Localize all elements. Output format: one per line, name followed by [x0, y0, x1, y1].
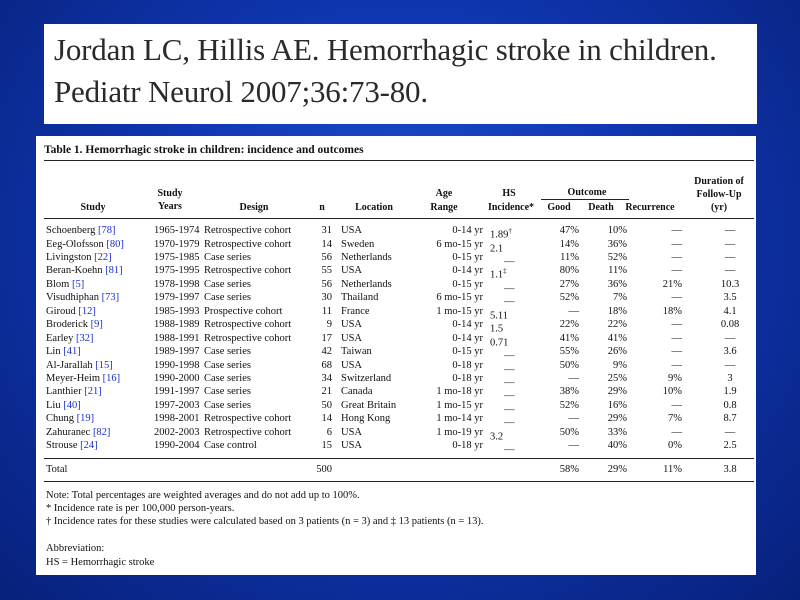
- design-cell: Retrospective cohort: [204, 426, 292, 438]
- reference-link[interactable]: [40]: [63, 399, 81, 411]
- study-name: Liu: [46, 399, 61, 411]
- location-cell: Hong Kong: [341, 413, 391, 425]
- age-cell: 1 mo-14 yr: [436, 413, 483, 425]
- hs-value: 2.1: [490, 243, 504, 254]
- total-death: 29%: [607, 464, 627, 475]
- study-cell: [46, 319, 103, 331]
- citation-line-2: Pediatr Neurol 2007;36:73-80.: [54, 74, 428, 109]
- age-cell: 0-18 yr: [452, 359, 483, 371]
- header-design: Design: [239, 202, 269, 213]
- recurrence-cell: 9%: [668, 372, 682, 384]
- hs-footnote-mark: ‡: [503, 267, 507, 276]
- citation-line-1: Jordan LC, Hillis AE. Hemorrhagic stroke in children.: [54, 32, 717, 67]
- location-cell: Taiwan: [341, 346, 372, 358]
- design-cell: Case series: [204, 386, 251, 398]
- note-incidence: * Incidence rate is per 100,000 person-years.: [46, 503, 235, 514]
- header-hs-2: Incidence*: [487, 202, 535, 213]
- citation-box: [44, 24, 757, 124]
- design-cell: Retrospective cohort: [204, 413, 292, 425]
- design-cell: Case series: [204, 346, 251, 358]
- location-cell: Thailand: [341, 292, 379, 304]
- years-cell: 1978-1998: [154, 278, 200, 290]
- study-name: Broderick: [46, 319, 88, 331]
- death-cell: 26%: [607, 346, 627, 358]
- good-cell: 50%: [559, 359, 579, 371]
- death-cell: 10%: [607, 225, 627, 236]
- reference-link[interactable]: [22]: [94, 251, 112, 263]
- n-cell: 15: [321, 440, 332, 452]
- duration-cell: 1.9: [723, 386, 737, 398]
- age-cell: 6 mo-15 yr: [436, 238, 483, 250]
- age-cell: 0-14 yr: [452, 319, 483, 331]
- location-cell: USA: [341, 265, 363, 277]
- hs-footnote-mark: †: [508, 227, 512, 235]
- location-cell: Netherlands: [341, 278, 392, 290]
- presentation-board-icon: [605, 535, 651, 575]
- recurrence-cell: —: [671, 332, 682, 344]
- recurrence-cell: —: [671, 251, 682, 263]
- design-cell: Prospective cohort: [204, 305, 283, 317]
- years-cell: 1988-1991: [154, 332, 200, 344]
- table-panel: [36, 136, 756, 575]
- good-cell: 22%: [559, 319, 579, 331]
- recurrence-cell: 7%: [668, 413, 682, 425]
- study-name: Lanthier: [46, 386, 82, 398]
- study-cell: [46, 413, 94, 425]
- good-cell: —: [568, 440, 579, 452]
- death-cell: 52%: [607, 251, 627, 263]
- recurrence-cell: —: [671, 426, 682, 438]
- header-duration-2: Follow-Up: [696, 189, 742, 200]
- reference-link[interactable]: [82]: [92, 426, 111, 438]
- n-cell: 30: [321, 292, 332, 304]
- duration-cell: —: [724, 332, 736, 344]
- recurrence-cell: 10%: [662, 386, 682, 398]
- duration-cell: 8.7: [723, 413, 737, 425]
- good-cell: 52%: [559, 399, 579, 411]
- duration-cell: 10.3: [720, 278, 740, 290]
- study-name: Beran-Koehn: [46, 265, 103, 277]
- good-cell: 52%: [559, 292, 579, 304]
- hs-value: 1.1: [490, 269, 504, 281]
- location-cell: Sweden: [341, 238, 375, 250]
- n-cell: 55: [321, 265, 332, 277]
- study-cell: [46, 279, 84, 291]
- abbreviation-title: Abbreviation:: [46, 543, 105, 554]
- duration-cell: 0.8: [723, 399, 737, 411]
- n-cell: 21: [321, 386, 332, 398]
- design-cell: Case series: [204, 399, 251, 411]
- study-name: Al-Jarallah: [46, 359, 93, 371]
- good-cell: 55%: [559, 346, 579, 358]
- age-cell: 0-18 yr: [452, 440, 483, 452]
- total-rule: [44, 458, 754, 459]
- duration-cell: 4.1: [723, 305, 737, 317]
- n-cell: 56: [321, 251, 332, 263]
- n-cell: 68: [321, 359, 332, 371]
- duration-cell: —: [724, 359, 736, 371]
- study-cell: [46, 386, 102, 398]
- reference-link[interactable]: [15]: [95, 359, 113, 371]
- study-cell: [46, 427, 110, 439]
- good-cell: —: [568, 305, 579, 317]
- reference-link[interactable]: [21]: [84, 386, 102, 398]
- design-cell: Case series: [204, 292, 251, 304]
- study-name: Strouse: [46, 440, 78, 452]
- reference-link[interactable]: [9]: [90, 319, 103, 331]
- location-cell: Switzerland: [341, 372, 392, 384]
- study-cell: [46, 225, 116, 237]
- total-good: 58%: [559, 464, 579, 475]
- study-cell: [46, 440, 98, 452]
- header-age-2: Range: [430, 202, 458, 213]
- study-name: Visudhiphan: [46, 292, 100, 304]
- table-caption: Table 1. Hemorrhagic stroke in children: incidence and outcomes: [44, 144, 364, 156]
- study-name: Chung: [46, 413, 75, 425]
- study-name: Eeg-Olofsson: [46, 238, 104, 250]
- hs-value: —: [504, 377, 515, 389]
- n-cell: 31: [321, 225, 332, 236]
- duration-cell: 3.5: [723, 292, 737, 304]
- death-cell: 9%: [613, 359, 627, 371]
- hs-value: 3.2: [490, 431, 504, 443]
- recurrence-cell: —: [671, 225, 682, 236]
- hs-value: 5.11: [490, 310, 508, 322]
- years-cell: 2002-2003: [154, 426, 200, 438]
- years-cell: 1979-1997: [154, 292, 200, 304]
- watermark-text: Shared: [657, 537, 745, 568]
- header-hs-1: HS: [502, 188, 516, 199]
- hs-value: —: [504, 256, 515, 268]
- design-cell: Retrospective cohort: [204, 319, 292, 331]
- years-cell: 1998-2001: [154, 413, 200, 425]
- reference-link[interactable]: [81]: [105, 265, 123, 277]
- note-totals: Note: Total percentages are weighted averages and do not add up to 100%.: [46, 490, 360, 501]
- years-cell: 1975-1995: [154, 265, 200, 277]
- n-cell: 14: [321, 238, 332, 250]
- age-cell: 0-15 yr: [452, 346, 483, 358]
- design-cell: Case series: [204, 359, 251, 371]
- header-duration-3: (yr): [710, 202, 728, 213]
- age-cell: 1 mo-18 yr: [436, 386, 483, 398]
- death-cell: 41%: [607, 332, 627, 344]
- location-cell: USA: [341, 225, 363, 236]
- study-name: Livingston: [46, 251, 92, 263]
- years-cell: 1985-1993: [154, 305, 200, 317]
- good-cell: 50%: [559, 426, 579, 438]
- study-cell: [46, 306, 96, 318]
- reference-link[interactable]: [78]: [98, 225, 116, 236]
- location-cell: France: [341, 305, 370, 317]
- location-cell: USA: [341, 359, 363, 371]
- duration-cell: —: [724, 225, 736, 236]
- n-cell: 14: [321, 413, 332, 425]
- study-cell: [46, 360, 113, 372]
- good-cell: —: [568, 413, 579, 425]
- total-label: Total: [46, 464, 68, 475]
- duration-cell: 3: [727, 372, 733, 384]
- good-cell: 11%: [560, 251, 579, 263]
- study-name: Lin: [46, 346, 61, 358]
- death-cell: 29%: [607, 413, 627, 425]
- years-cell: 1975-1985: [154, 251, 200, 263]
- age-cell: 0-18 yr: [452, 372, 483, 384]
- location-cell: USA: [341, 426, 363, 438]
- duration-cell: 2.5: [723, 440, 737, 452]
- death-cell: 22%: [607, 319, 627, 331]
- reference-link[interactable]: [12]: [78, 305, 96, 317]
- years-cell: 1970-1979: [154, 238, 200, 250]
- hs-value: —: [504, 364, 515, 375]
- reference-link[interactable]: [73]: [101, 292, 120, 304]
- header-recurrence: Recurrence: [625, 202, 675, 213]
- reference-link[interactable]: [19]: [76, 413, 95, 425]
- years-cell: 1990-1998: [154, 359, 200, 371]
- years-cell: 1990-2004: [154, 440, 200, 452]
- recurrence-cell: —: [671, 238, 682, 250]
- death-cell: 33%: [607, 426, 627, 438]
- study-name: Meyer-Heim: [46, 372, 101, 384]
- hs-value: —: [504, 350, 515, 362]
- years-cell: 1988-1989: [154, 319, 200, 331]
- recurrence-cell: —: [671, 292, 682, 304]
- hs-value: —: [504, 417, 515, 429]
- years-cell: 1997-2003: [154, 399, 200, 411]
- header-n: n: [319, 202, 325, 213]
- study-cell: [46, 346, 81, 358]
- n-cell: 50: [321, 399, 332, 411]
- header-study-years-2: Years: [158, 201, 182, 212]
- total-duration: 3.8: [723, 464, 737, 475]
- study-name: Zahuranec: [46, 426, 91, 438]
- duration-cell: —: [724, 251, 736, 263]
- age-cell: 0-14 yr: [452, 265, 483, 277]
- design-cell: Retrospective cohort: [204, 265, 292, 277]
- reference-link[interactable]: [80]: [106, 238, 124, 250]
- death-cell: 16%: [607, 399, 627, 411]
- n-cell: 34: [321, 372, 332, 384]
- death-cell: 29%: [607, 386, 627, 398]
- header-location: Location: [355, 202, 393, 213]
- good-cell: 47%: [559, 225, 579, 236]
- duration-cell: —: [724, 238, 736, 250]
- recurrence-cell: 0%: [668, 440, 682, 452]
- header-death: Death: [588, 202, 614, 213]
- design-cell: Retrospective cohort: [204, 332, 292, 344]
- death-cell: 36%: [607, 238, 627, 250]
- n-cell: 11: [321, 305, 332, 317]
- age-cell: 0-15 yr: [452, 251, 483, 263]
- reference-link[interactable]: [41]: [63, 346, 81, 358]
- n-cell: 42: [321, 346, 332, 358]
- recurrence-cell: —: [671, 359, 682, 371]
- header-good: Good: [547, 202, 571, 213]
- recurrence-cell: —: [671, 399, 682, 411]
- age-cell: 1 mo-19 yr: [436, 426, 483, 438]
- header-rule: [44, 218, 754, 219]
- recurrence-cell: 18%: [662, 305, 682, 317]
- design-cell: Case series: [204, 372, 251, 384]
- study-cell: [46, 252, 112, 264]
- hs-value: 1.89: [490, 229, 509, 241]
- death-cell: 36%: [607, 278, 627, 290]
- abbreviation-hs: HS = Hemorrhagic stroke: [46, 557, 155, 568]
- study-name: Earley: [46, 332, 74, 344]
- n-cell: 6: [326, 426, 332, 438]
- bottom-rule: [44, 481, 754, 482]
- header-outcome: Outcome: [567, 187, 607, 198]
- location-cell: Canada: [341, 386, 373, 398]
- reference-link[interactable]: [32]: [76, 332, 94, 344]
- hs-value: 0.71: [490, 337, 509, 349]
- age-cell: 1 mo-15 yr: [436, 399, 483, 411]
- location-cell: USA: [341, 440, 363, 452]
- hs-value: —: [504, 444, 515, 456]
- note-footnote: † Incidence rates for these studies were calculated based on 3 patients (n = 3) and ‡ 13 patients (n = 13).: [46, 516, 484, 527]
- recurrence-cell: —: [671, 346, 682, 358]
- age-cell: 0-14 yr: [452, 332, 483, 344]
- years-cell: 1991-1997: [154, 386, 200, 398]
- age-cell: 0-15 yr: [452, 278, 483, 290]
- location-cell: Great Britain: [341, 399, 397, 411]
- death-cell: 40%: [607, 440, 627, 452]
- study-cell: [46, 292, 119, 304]
- n-cell: 9: [326, 319, 332, 331]
- study-cell: [46, 333, 94, 345]
- study-name: Giroud: [46, 305, 76, 317]
- n-cell: 56: [321, 278, 332, 290]
- death-cell: 18%: [607, 305, 627, 317]
- good-cell: 14%: [559, 238, 579, 250]
- recurrence-cell: —: [671, 265, 682, 277]
- good-cell: 38%: [559, 386, 579, 398]
- study-cell: [46, 265, 123, 277]
- total-n: 500: [316, 464, 332, 475]
- study-cell: [46, 400, 81, 412]
- age-cell: 0-14 yr: [452, 225, 483, 236]
- good-cell: 41%: [559, 332, 579, 344]
- study-cell: [46, 373, 120, 385]
- total-recurrence: 11%: [663, 464, 682, 475]
- study-cell: [46, 239, 124, 251]
- watermark: [605, 535, 785, 577]
- reference-link[interactable]: [5]: [71, 278, 85, 290]
- recurrence-cell: 21%: [662, 278, 682, 290]
- design-cell: Retrospective cohort: [204, 225, 292, 236]
- design-cell: Case series: [204, 251, 251, 263]
- caption-rule: [44, 160, 754, 161]
- death-cell: 11%: [608, 265, 627, 277]
- age-cell: 6 mo-15 yr: [436, 292, 483, 304]
- location-cell: USA: [341, 319, 363, 331]
- duration-cell: 0.08: [720, 319, 740, 331]
- good-cell: 27%: [559, 278, 579, 290]
- n-cell: 17: [321, 332, 332, 344]
- duration-cell: —: [724, 265, 736, 277]
- design-cell: Retrospective cohort: [204, 238, 292, 250]
- study-name: Blom: [46, 278, 70, 290]
- design-cell: Case series: [204, 278, 251, 290]
- recurrence-cell: —: [671, 319, 682, 331]
- good-cell: —: [568, 372, 579, 384]
- study-name: Schoenberg: [46, 225, 96, 236]
- header-age-1: Age: [435, 188, 453, 199]
- death-cell: 7%: [613, 292, 627, 304]
- duration-cell: —: [724, 426, 736, 438]
- reference-link[interactable]: [24]: [80, 440, 98, 452]
- hs-value: —: [504, 296, 515, 308]
- age-cell: 1 mo-15 yr: [436, 305, 483, 317]
- duration-cell: 3.6: [723, 346, 737, 358]
- location-cell: USA: [341, 332, 363, 344]
- good-cell: 80%: [559, 265, 579, 277]
- hs-value: —: [504, 283, 515, 295]
- years-cell: 1965-1974: [154, 225, 200, 236]
- years-cell: 1989-1997: [154, 346, 200, 358]
- design-cell: Case control: [204, 440, 257, 452]
- years-cell: 1990-2000: [154, 372, 200, 384]
- death-cell: 25%: [607, 372, 627, 384]
- header-study-years-1: Study: [157, 188, 183, 199]
- hs-value: 1.5: [490, 323, 504, 335]
- header-duration-1: Duration of: [694, 176, 744, 187]
- location-cell: Netherlands: [341, 251, 392, 263]
- hs-value: —: [504, 404, 515, 416]
- hs-value: —: [504, 390, 515, 402]
- reference-link[interactable]: [16]: [102, 372, 121, 384]
- header-study: Study: [80, 202, 106, 213]
- outcome-rule: [541, 199, 629, 200]
